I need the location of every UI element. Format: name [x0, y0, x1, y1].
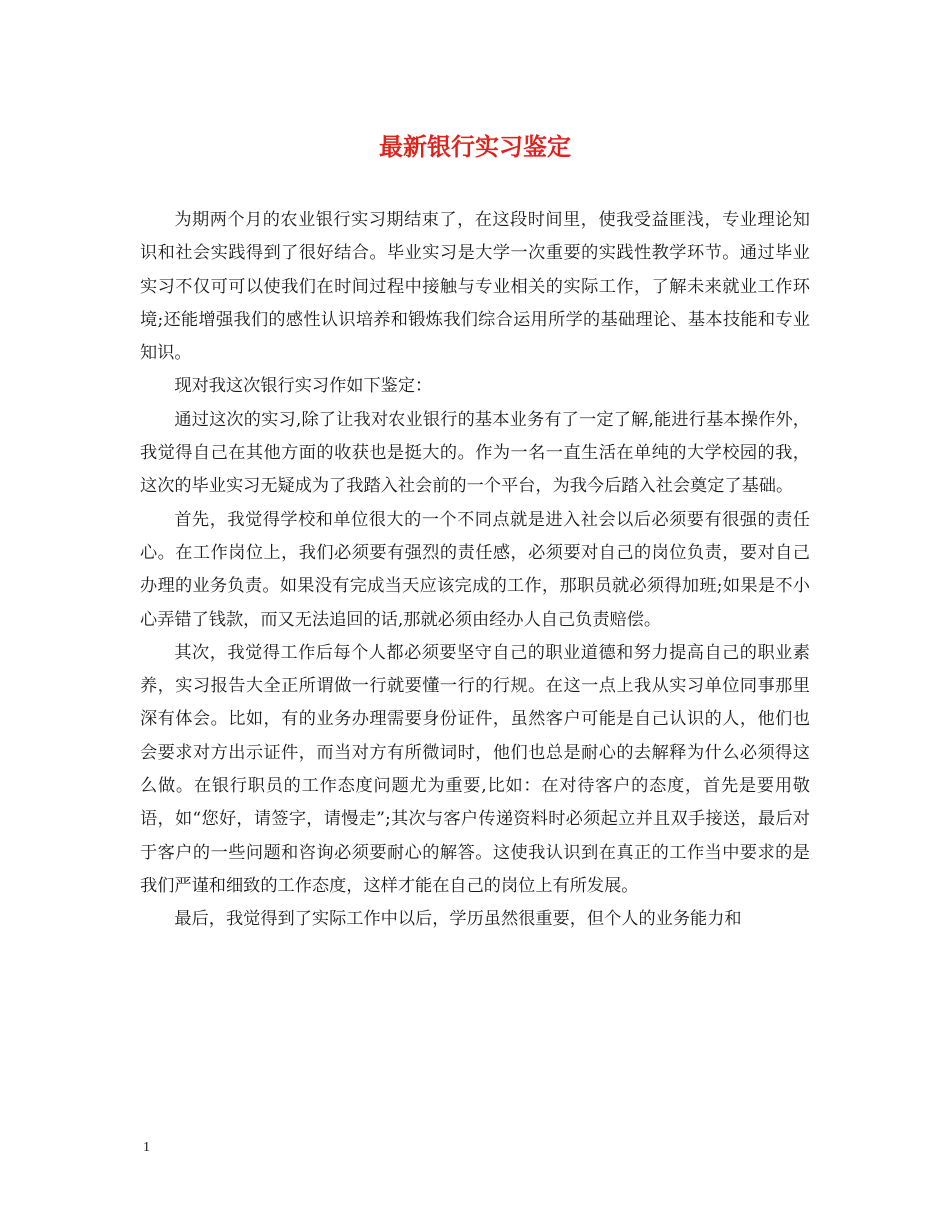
- page-number: 1: [143, 1140, 150, 1155]
- paragraph-intro: 为期两个月的农业银行实习期结束了，在这段时间里，使我受益匪浅，专业理论知识和社会实践得到了很好结合。毕业实习是大学一次重要的实践性教学环节。通过毕业实习不仅可可以使我们在时间过程中接触与专业相关的实际工作，了解未来就业工作环境;还能增强我们的感性认识培养和锻炼我们综合运用所学的基础理论、基本技能和专业知识。: [140, 210, 810, 364]
- document-body: [140, 204, 810, 937]
- document-title: 最新银行实习鉴定: [379, 132, 571, 161]
- paragraph-first-point: 首先，我觉得学校和单位很大的一个不同点就是进入社会以后必须要有很强的责任心。在工作岗位上，我们必须要有强烈的责任感，必须要对自己的岗位负责，要对自己办理的业务负责。如果没有完成当天应该完成的工作，那职员就必须得加班;如果是不小心弄错了钱款，而又无法追回的话,那就必须由经办人自己负责赔偿。: [140, 509, 810, 630]
- paragraph-second-point: 其次，我觉得工作后每个人都必须要坚守自己的职业道德和努力提高自己的职业素养，实习报告大全正所谓做一行就要懂一行的行规。在这一点上我从实习单位同事那里深有体会。比如，有的业务办理需要身份证件，虽然客户可能是自己认识的人，他们也会要求对方出示证件，而当对方有所微词时，他们也总是耐心的去解释为什么必须得这么做。在银行职员的工作态度问题尤为重要,比如：在对待客户的态度，首先是要用敬语，如“您好，请签字，请慢走”;其次与客户传递资料时必须起立并且双手接送，最后对于客户的一些问题和咨询必须要耐心的解答。这使我认识到在真正的工作当中要求的是我们严谨和细致的工作态度，这样才能在自己的岗位上有所发展。: [140, 642, 810, 896]
- paragraph-overview: 通过这次的实习,除了让我对农业银行的基本业务有了一定了解,能进行基本操作外，我觉得自己在其他方面的收获也是挺大的。作为一名一直生活在单纯的大学校园的我，这次的毕业实习无疑成为了我踏入社会前的一个平台，为我今后踏入社会奠定了基础。: [140, 409, 810, 497]
- paragraph-last-point: 最后，我觉得到了实际工作中以后，学历虽然很重要，但个人的业务能力和: [174, 909, 742, 930]
- paragraph-appraisal-lead: 现对我这次银行实习作如下鉴定：: [174, 376, 433, 397]
